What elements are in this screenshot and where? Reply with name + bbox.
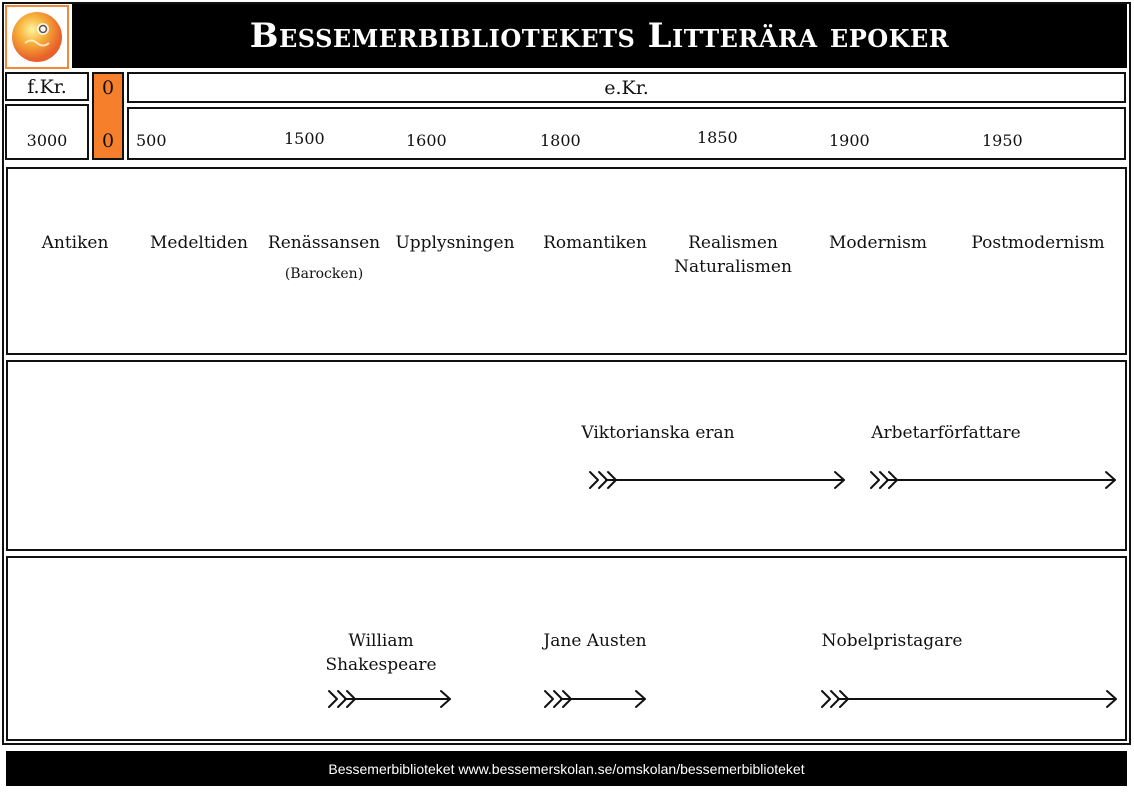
jane-austen-arrow — [545, 691, 645, 707]
era-zero-label: 0 — [101, 77, 115, 99]
year-tick: 1900 — [829, 131, 870, 150]
arbetarforfattare-arrow — [871, 472, 1115, 488]
epoch-realismen-naturalismen: Realismen Naturalismen — [674, 233, 792, 277]
epoch-renassansen: Renässansen — [267, 233, 381, 253]
author-william-shakespeare: William Shakespeare — [325, 631, 437, 675]
year-tick: 1600 — [406, 131, 447, 150]
year-tick: 1850 — [697, 128, 738, 147]
year-bc-start: 3000 — [26, 131, 68, 150]
nobelpristagare-arrow — [822, 691, 1116, 707]
epoch-modernism: Modernism — [829, 233, 927, 253]
year-tick: 1950 — [982, 131, 1023, 150]
author-jane-austen: Jane Austen — [543, 631, 647, 651]
year-zero-label: 0 — [101, 130, 115, 152]
page-footer — [6, 751, 1127, 786]
epoch-barocken-note: (Barocken) — [284, 266, 364, 282]
shakespeare-arrow — [329, 691, 450, 707]
page-title: Bessemerbibliotekets Litterära epoker — [249, 16, 950, 56]
footer-text: Bessemerbiblioteket www.bessemerskolan.se/omskolan/bessemerbiblioteket — [328, 760, 805, 777]
author-nobelpristagare: Nobelpristagare — [821, 631, 963, 651]
year-tick: 500 — [136, 131, 167, 150]
epoch-postmodernism: Postmodernism — [971, 233, 1105, 253]
period-viktorianska-eran: Viktorianska eran — [581, 423, 735, 443]
viktorianska-eran-arrow — [590, 472, 844, 488]
epoch-medeltiden: Medeltiden — [149, 233, 248, 253]
year-tick: 1500 — [284, 129, 325, 148]
epoch-upplysningen: Upplysningen — [395, 233, 515, 253]
epoch-antiken: Antiken — [41, 233, 109, 253]
era-bc-label: f.Kr. — [27, 76, 67, 98]
epoch-romantiken: Romantiken — [543, 233, 647, 253]
era-ad-label: e.Kr. — [604, 77, 649, 99]
year-tick: 1800 — [540, 131, 581, 150]
period-arbetarforfattare: Arbetarförfattare — [871, 423, 1021, 443]
